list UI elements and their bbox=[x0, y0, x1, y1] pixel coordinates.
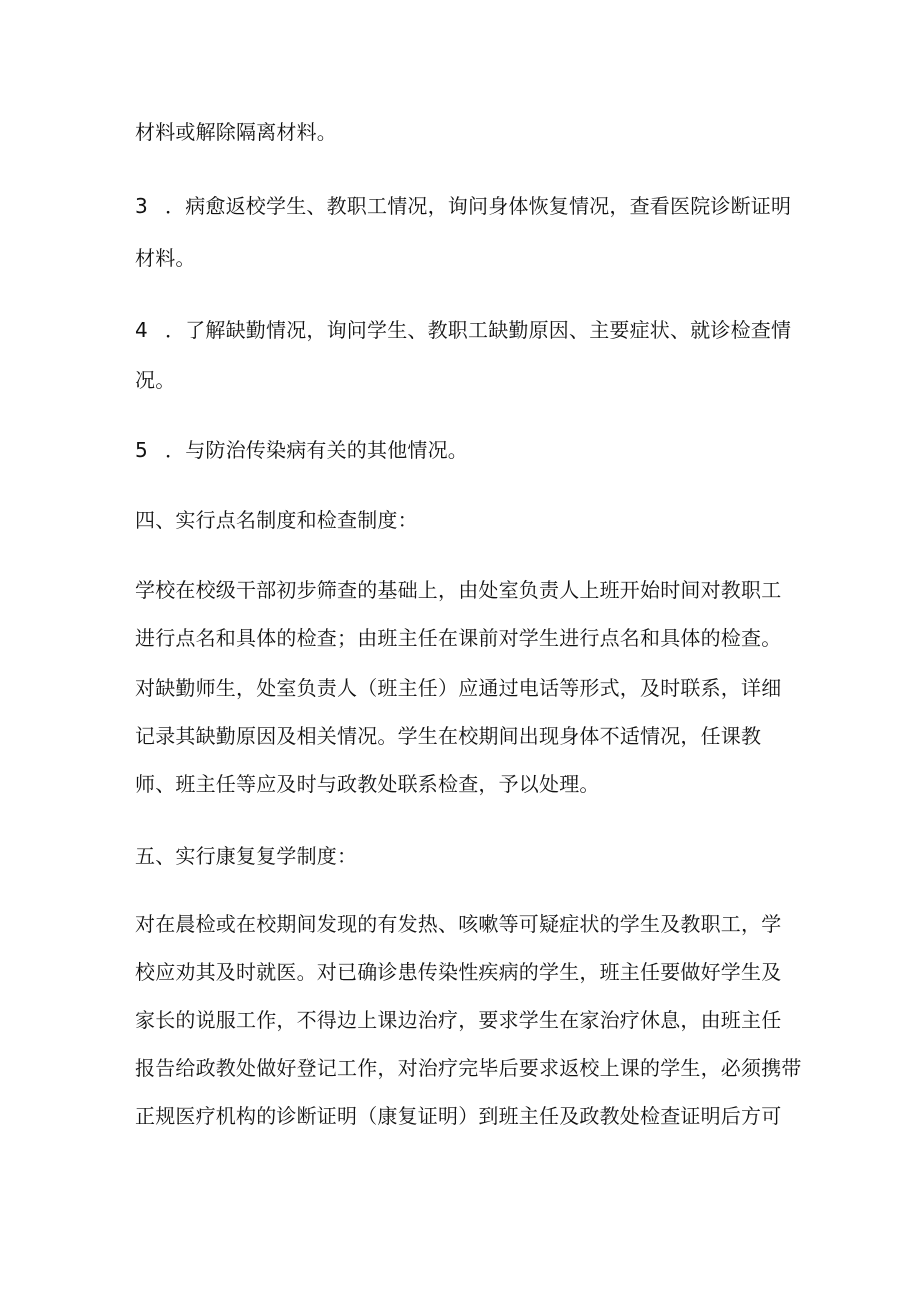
paragraph-line: 校应劝其及时就医。对已确诊患传染性疾病的学生，班主任要做好学生及 bbox=[135, 960, 782, 984]
paragraph-line: 家长的说服工作，不得边上课边治疗，要求学生在家治疗休息，由班主任 bbox=[135, 1008, 782, 1032]
text-line: 材料或解除隔离材料。 bbox=[135, 120, 337, 144]
text-line: ．病愈返校学生、教职工情况，询问身体恢复情况，查看医院诊断证明 bbox=[165, 194, 792, 218]
text-line: 况。 bbox=[135, 368, 176, 392]
paragraph-line: 对缺勤师生，处室负责人（班主任）应通过电话等形式，及时联系，详细 bbox=[135, 676, 782, 700]
paragraph-line: 师、班主任等应及时与政教处联系检查，予以处理。 bbox=[135, 772, 600, 796]
text-line: 材料。 bbox=[135, 246, 196, 270]
item-number: 3 bbox=[135, 194, 148, 218]
paragraph-line: 正规医疗机构的诊断证明（康复证明）到班主任及政教处检查证明后方可 bbox=[135, 1104, 782, 1128]
list-item-4 bbox=[135, 316, 791, 344]
section-heading: 五、实行康复复学制度： bbox=[135, 844, 358, 868]
list-item-5 bbox=[135, 436, 468, 464]
paragraph-line: 进行点名和具体的检查；由班主任在课前对学生进行点名和具体的检查。 bbox=[135, 626, 782, 650]
paragraph-line: 报告给政教处做好登记工作，对治疗完毕后要求返校上课的学生，必须携带 bbox=[135, 1056, 802, 1080]
item-number: 4 bbox=[135, 318, 148, 342]
paragraph-line: 记录其缺勤原因及相关情况。学生在校期间出现身体不适情况，任课教 bbox=[135, 724, 762, 748]
section-heading: 四、实行点名制度和检查制度： bbox=[135, 508, 418, 532]
paragraph-line: 对在晨检或在校期间发现的有发热、咳嗽等可疑症状的学生及教职工，学 bbox=[135, 912, 782, 936]
paragraph-line: 学校在校级干部初步筛查的基础上，由处室负责人上班开始时间对教职工 bbox=[135, 578, 782, 602]
text-line: ．与防治传染病有关的其他情况。 bbox=[165, 438, 468, 462]
list-item-3 bbox=[135, 192, 791, 220]
text-line: ．了解缺勤情况，询问学生、教职工缺勤原因、主要症状、就诊检查情 bbox=[165, 318, 792, 342]
item-number: 5 bbox=[135, 438, 148, 462]
